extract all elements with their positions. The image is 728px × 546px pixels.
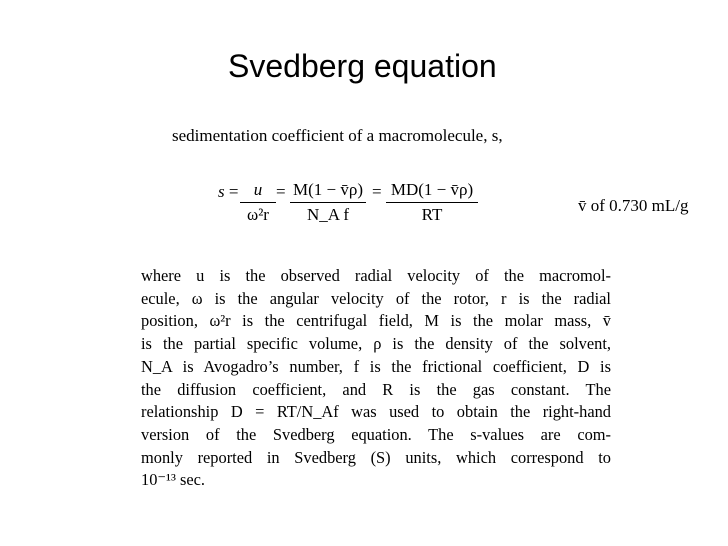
fraction-3-denominator: RT bbox=[421, 205, 443, 224]
equals-sign-2: = bbox=[276, 182, 286, 201]
paragraph-line: position, ω²r is the centrifugal field, M is the molar mass, v̄ bbox=[141, 311, 611, 331]
equation-fraction-1 bbox=[240, 180, 276, 225]
fraction-3-numerator: MD(1 − v̄ρ) bbox=[386, 180, 478, 203]
equation-fraction-3 bbox=[386, 180, 478, 225]
fraction-1-numerator: u bbox=[240, 180, 276, 203]
equation-fraction-2 bbox=[290, 180, 366, 225]
equation-lhs: s = bbox=[218, 182, 239, 201]
equals-sign-3: = bbox=[372, 182, 382, 201]
paragraph-line: version of the Svedberg equation. The s-values are com- bbox=[141, 424, 611, 444]
paragraph-line: is the partial specific volume, ρ is the density of the solvent, bbox=[141, 334, 611, 354]
specific-volume-note: v̄ of 0.730 mL/g bbox=[578, 196, 689, 215]
paragraph-line: relationship D = RT/N_Af was used to obtain the right-hand bbox=[141, 402, 611, 422]
fraction-2-denominator: N_A f bbox=[306, 205, 350, 224]
intro-text: sedimentation coefficient of a macromolecule, s, bbox=[172, 126, 503, 145]
explanation-paragraph bbox=[141, 265, 611, 492]
fraction-1-denominator: ω²r bbox=[247, 205, 269, 224]
paragraph-line: the diffusion coefficient, and R is the gas constant. The bbox=[141, 379, 611, 399]
slide-title: Svedberg equation bbox=[228, 48, 497, 84]
paragraph-line: where u is the observed radial velocity of the macromol- bbox=[141, 266, 611, 285]
paragraph-line: N_A is Avogadro’s number, f is the frictional coefficient, D is bbox=[141, 356, 611, 376]
fraction-2-numerator: M(1 − v̄ρ) bbox=[290, 180, 366, 203]
paragraph-line: monly reported in Svedberg (S) units, which correspond to bbox=[141, 447, 611, 467]
paragraph-line: ecule, ω is the angular velocity of the rotor, r is the radial bbox=[141, 288, 611, 308]
paragraph-line: 10⁻¹³ sec. bbox=[141, 470, 205, 490]
